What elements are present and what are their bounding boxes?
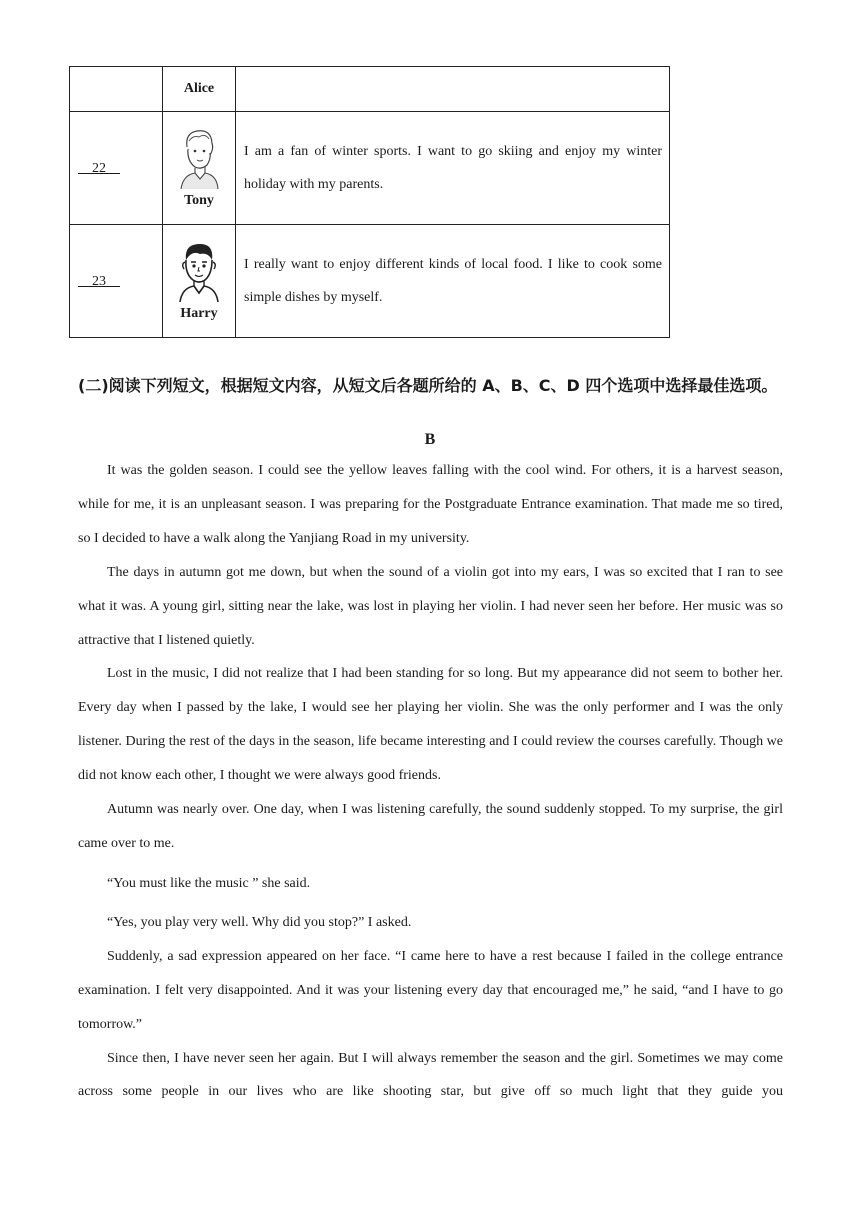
person-name: Harry xyxy=(180,306,218,321)
boy-cartoon-icon xyxy=(174,240,224,302)
person-cell xyxy=(163,112,236,225)
passage-title: B xyxy=(424,431,436,448)
paragraph: Lost in the music, I did not realize that I had been standing for so long. But my appearance did not seem to bother her. Every day when I passed by the lake, I would see her playing her violin. She was the only performer and I was the only listener. During the rest of the days in the season, life became interesting and I could review the courses carefully. Though we did not know each other, I thought we were always good friends. xyxy=(78,666,783,784)
person-description: I really want to enjoy different kinds of local food. I like to cook some simple dishes by myself. xyxy=(244,257,662,305)
matching-table xyxy=(69,66,670,338)
answer-blank-23[interactable]: 23 xyxy=(92,274,106,289)
table-header-row xyxy=(70,67,670,112)
answer-blank-cell xyxy=(70,225,163,338)
reading-passage xyxy=(78,454,783,1109)
table-row xyxy=(70,225,670,338)
paragraph: It was the golden season. I could see the yellow leaves falling with the cool wind. For others, it is a harvest season, while for me, it is an unpleasant season. I was preparing for the Postgraduate Entrance examination. That made me so tired, so I decided to have a walk along the Yanjiang Road in my university. xyxy=(78,463,783,546)
answer-blank-22[interactable]: 22 xyxy=(92,161,106,176)
paragraph: Suddenly, a sad expression appeared on her face. “I came here to have a rest because I failed in the college entrance examination. I felt very disappointed. And it was your listening every day that encouraged me,” he said, “and I have to go tomorrow.” xyxy=(78,948,783,1032)
table-row xyxy=(70,112,670,225)
header-text-cell xyxy=(236,67,670,112)
person-description: I am a fan of winter sports. I want to go skiing and enjoy my winter holiday with my parents. xyxy=(244,144,662,192)
person-name: Tony xyxy=(184,193,214,208)
paragraph: Since then, I have never seen her again. But I will always remember the season and the girl. Sometimes we may come across some people in our lives who are like shooting star, but give off so much light that they guide you xyxy=(78,1050,783,1100)
header-name-cell xyxy=(163,67,236,112)
paragraph: The days in autumn got me down, but when the sound of a violin got into my ears, I was so excited that I ran to see what it was. A young girl, sitting near the lake, was lost in playing her violin. I had never seen her before. Her music was so attractive that I listened quietly. xyxy=(78,564,783,648)
paragraph: “Yes, you play very well. Why did you stop?” I asked. xyxy=(107,914,412,930)
section-heading: (二)阅读下列短文，根据短文内容，从短文后各题所给的 A、B、C、D 四个选项中选择最佳选项。 xyxy=(78,376,778,395)
header-blank-cell xyxy=(70,67,163,112)
paragraph: “You must like the music ” she said. xyxy=(107,875,311,891)
person-name: Alice xyxy=(183,81,215,96)
paragraph: Autumn was nearly over. One day, when I was listening carefully, the sound suddenly stopped. To my surprise, the girl came over to me. xyxy=(78,802,783,851)
description-cell xyxy=(236,112,670,225)
answer-blank-cell xyxy=(70,112,163,225)
description-cell xyxy=(236,225,670,338)
person-cell xyxy=(163,225,236,338)
boy-sketch-icon xyxy=(177,127,221,189)
